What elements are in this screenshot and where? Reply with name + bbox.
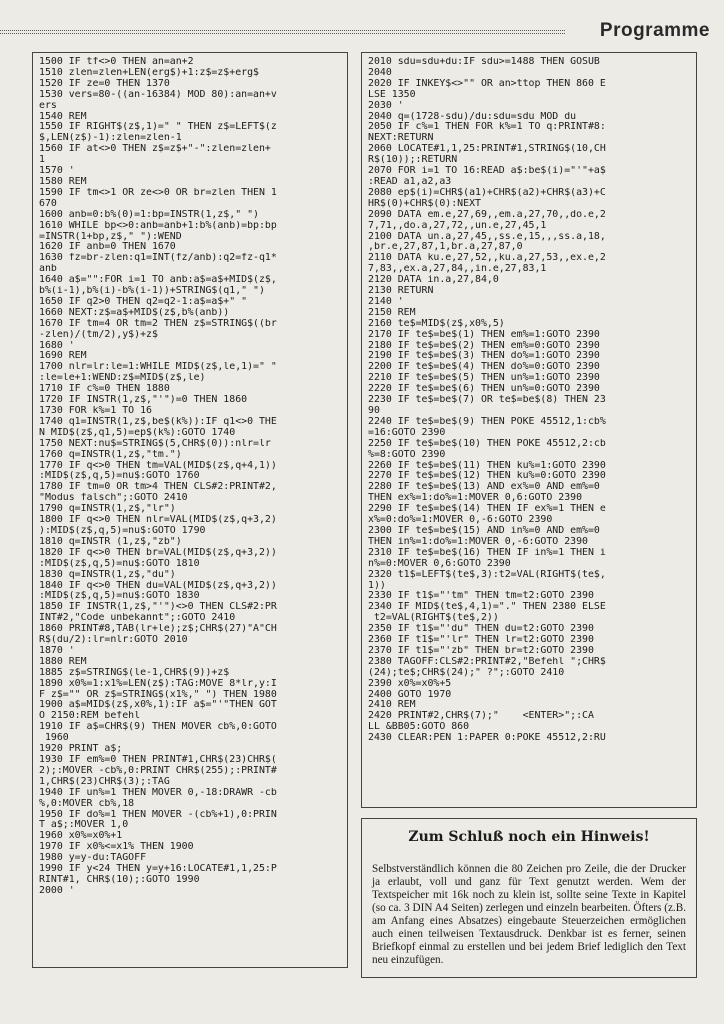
code-line: 1960 x0%=x0%+1 [39, 831, 123, 842]
code-line: %=8:GOTO 2390 [368, 449, 446, 460]
code-line: LSE 1350 [368, 89, 416, 100]
code-line: 2050 IF c%=1 THEN FOR k%=1 TO q:PRINT#8: [368, 122, 606, 133]
code-line: 2330 IF t1$="'tm" THEN tm=t2:GOTO 2390 [368, 591, 594, 602]
code-line: 1770 IF q<>0 THEN tm=VAL(MID$(z$,q+4,1)) [39, 460, 277, 471]
code-line: O 2150:REM befehl [39, 711, 141, 722]
code-line: 1810 q=INSTR (1,z$,"zb") [39, 536, 182, 547]
code-line: 2220 IF te$=be$(6) THEN un%=0:GOTO 2390 [368, 384, 600, 395]
code-line: 1800 IF q<>0 THEN nlr=VAL(MID$(z$,q+3,2) [39, 515, 277, 526]
closing-note-title: Zum Schluß noch ein Hinweis! [408, 829, 650, 845]
code-line: x%=0:do%=1:MOVER 0,-6:GOTO 2390 [368, 515, 553, 526]
code-line: 1720 IF INSTR(1,z$,"'")=0 THEN 1860 [39, 395, 248, 406]
closing-note-box [361, 818, 697, 978]
code-line: :MID$(z$,q,5)=nu$:GOTO 1810 [39, 558, 200, 569]
code-line: 1880 REM [39, 656, 87, 667]
code-line: 670 [39, 198, 57, 209]
code-line: 2090 DATA em.e,27,69,,em.a,27,70,,do.e,2 [368, 209, 606, 220]
code-line: =16:GOTO 2390 [368, 427, 446, 438]
code-line: n%=0:MOVER 0,6:GOTO 2390 [368, 558, 511, 569]
code-line: 1740 q1=INSTR(1,z$,be$(k%)):IF q1<>0 THE [39, 416, 277, 427]
code-line: 2290 IF te$=be$(14) THEN IF ex%=1 THEN e [368, 504, 606, 515]
code-line: :MID$(z$,q,5)=nu$:GOTO 1830 [39, 591, 200, 602]
code-line: 1670 IF tm=4 OR tm=2 THEN z$=STRING$((br [39, 318, 277, 329]
code-line: 1)) [368, 580, 386, 591]
code-line: 1510 zlen=zlen+LEN(erg$)+1:z$=z$+erg$ [39, 67, 259, 78]
code-line: 7,83,,ex.a,27,84,,in.e,27,83,1 [368, 264, 547, 275]
code-line: ):MID$(z$,q,5)=nu$:GOTO 1790 [39, 525, 206, 536]
code-line: 2320 t1$=LEFT$(te$,3):t2=VAL(RIGHT$(te$, [368, 569, 606, 580]
code-line: 2160 te$=MID$(z$,x0%,5) [368, 318, 505, 329]
code-line: 2400 GOTO 1970 [368, 689, 452, 700]
code-line: 2070 FOR i=1 TO 16:READ a$:be$(i)="'"+a$ [368, 166, 606, 177]
code-line: 2270 IF te$=be$(12) THEN ku%=0:GOTO 2390 [368, 471, 606, 482]
code-line: 2040 q=(1728-sdu)/du:sdu=sdu MOD du [368, 111, 577, 122]
code-line: 1780 IF tm=0 OR tm>4 THEN CLS#2:PRINT#2, [39, 482, 277, 493]
code-line: 2340 IF MID$(te$,4,1)="." THEN 2380 ELSE [368, 602, 606, 613]
code-line: 1,CHR$(23)CHR$(3);:TAG [39, 776, 170, 787]
code-line: THEN ex%=1:do%=1:MOVER 0,6:GOTO 2390 [368, 493, 583, 504]
code-line: 1840 IF q<>0 THEN du=VAL(MID$(z$,q+3,2)) [39, 580, 277, 591]
code-line: 1550 IF RIGHT$(z$,1)=" " THEN z$=LEFT$(z [39, 122, 277, 133]
code-line: 1690 REM [39, 351, 87, 362]
closing-note-text: Selbstverständlich können die 80 Zeichen pro Zeile, die der Drucker ja erlaubt, voll und ganz für Text genutzt werden. Wem der Textspeicher mit 16k noch zu klein ist, sollte seine Texte in Kapitel (so ca. 3 DIN A4 Seiten) zerlegen und einzeln bearbeiten. Öfters (z.B. am Anfang eines Absatzes) eingebaute Steuerzeichen ermöglichen auch einen teilweisen Textausdruck. Denkbar ist es ferner, seinen Briefkopf einmal zu erstellen und bei jedem Brief lediglich den Text neu einzufügen. [372, 863, 686, 966]
code-line: 1570 ' [39, 166, 75, 177]
code-line: 2360 IF t1$="'lr" THEN lr=t2:GOTO 2390 [368, 635, 594, 646]
code-line: 1900 a$=MID$(z$,x0%,1):IF a$="'"THEN GOT [39, 700, 277, 711]
code-line: NEXT:RETURN [368, 133, 434, 144]
code-listing-right [361, 52, 697, 808]
code-line: 1820 IF q<>0 THEN br=VAL(MID$(z$,q+3,2)) [39, 547, 277, 558]
code-line: :le=le+1:WEND:z$=MID$(z$,le) [39, 373, 206, 384]
code-line: 2040 [368, 67, 392, 78]
code-line: 2410 REM [368, 700, 416, 711]
code-line: 1950 IF do%=1 THEN MOVER -(cb%+1),0:PRIN [39, 809, 277, 820]
code-line: 1970 IF x0%<=x1% THEN 1900 [39, 842, 194, 853]
code-line: 2430 CLEAR:PEN 1:PAPER 0:POKE 45512,2:RU [368, 733, 606, 744]
code-line: 1860 PRINT#8,TAB(lr+le);z$;CHR$(27)"A"CH [39, 624, 277, 635]
code-line: %,0:MOVER cb%,18 [39, 798, 135, 809]
code-line: 1730 FOR k%=1 TO 16 [39, 406, 152, 416]
code-line: 2350 IF t1$="'du" THEN du=t2:GOTO 2390 [368, 624, 594, 635]
code-line: 1920 PRINT a$; [39, 744, 123, 755]
code-line: 2000 ' [39, 885, 75, 896]
code-line: 1890 x0%=1:x1%=LEN(z$):TAG:MOVE 8*lr,y:I [39, 678, 277, 689]
code-line: 2110 DATA ku.e,27,52,,ku.a,27,53,,ex.e,2 [368, 253, 606, 264]
code-line: 1610 WHILE bp<>0:anb=anb+1:b%(anb)=bp:bp [39, 220, 277, 231]
header-rule [0, 30, 565, 34]
code-line: 1600 anb=0:b%(0)=1:bp=INSTR(1,z$," ") [39, 209, 259, 220]
code-line: 2280 IF te$=be$(13) AND ex%=0 AND em%=0 [368, 482, 600, 493]
code-line: 1850 IF INSTR(1,z$,"'")<>0 THEN CLS#2:PR [39, 602, 277, 613]
code-line: b%(i-1),b%(i)-b%(i-1))+STRING$(q1," ") [39, 286, 265, 297]
code-line: THEN in%=1:do%=1:MOVER 0,-6:GOTO 2390 [368, 536, 588, 547]
code-line: 2310 IF te$=be$(16) THEN IF in%=1 THEN i [368, 547, 606, 558]
code-line: 1790 q=INSTR(1,z$,"lr") [39, 504, 176, 515]
code-line: ,br.e,27,87,1,br.a,27,87,0 [368, 242, 523, 253]
code-line: 2210 IF te$=be$(5) THEN un%=1:GOTO 2390 [368, 373, 600, 384]
code-line: 2060 LOCATE#1,1,25:PRINT#1,STRING$(10,CH [368, 144, 606, 155]
code-line: 2240 IF te$=be$(9) THEN POKE 45512,1:cb% [368, 416, 606, 427]
code-line: 1940 IF un%=1 THEN MOVER 0,-18:DRAWR -cb [39, 787, 277, 798]
code-line: 7,71,,do.a,27,72,,un.e,27,45,1 [368, 220, 547, 231]
code-line: 2140 ' [368, 296, 404, 307]
code-line: 1980 y=y-du:TAGOFF [39, 853, 147, 864]
code-line: 1660 NEXT:z$=a$+MID$(z$,b%(anb)) [39, 307, 230, 318]
code-line: 2230 IF te$=be$(7) OR te$=be$(8) THEN 23 [368, 395, 606, 406]
code-line: 2100 DATA un.a,27,45,,ss.e,15,,,ss.a,18, [368, 231, 606, 242]
code-line: 2200 IF te$=be$(4) THEN do%=0:GOTO 2390 [368, 362, 600, 373]
code-line: 1530 vers=80-((an-16384) MOD 80):an=an+v [39, 89, 277, 100]
code-line: -zlen)/(tm/2),y$)+z$ [39, 329, 158, 340]
code-line: 1580 REM [39, 176, 87, 187]
code-line: 1700 nlr=lr:le=1:WHILE MID$(z$,le,1)=" " [39, 362, 277, 373]
code-line: 2190 IF te$=be$(3) THEN do%=1:GOTO 2390 [368, 351, 600, 362]
code-line: 1885 z$=STRING$(le-1,CHR$(9))+z$ [39, 667, 230, 678]
code-line: 1750 NEXT:nu$=STRING$(5,CHR$(0)):nlr=lr [39, 438, 271, 449]
code-line: 1910 IF a$=CHR$(9) THEN MOVER cb%,0:GOTO [39, 722, 277, 733]
code-line: $,LEN(z$)-1):zlen=zlen-1 [39, 133, 182, 144]
code-line: 2010 sdu=sdu+du:IF sdu>=1488 THEN GOSUB [368, 57, 600, 67]
code-line: 2180 IF te$=be$(2) THEN em%=0:GOTO 2390 [368, 340, 600, 351]
code-line: =INSTR(1+bp,z$," "):WEND [39, 231, 182, 242]
code-line: N MID$(z$,q1,5)=ep$(k%):GOTO 1740 [39, 427, 236, 438]
code-line: 90 [368, 406, 380, 416]
code-line: 2260 IF te$=be$(11) THEN ku%=1:GOTO 2390 [368, 460, 606, 471]
code-line: anb [39, 264, 57, 275]
code-line: 2170 IF te$=be$(1) THEN em%=1:GOTO 2390 [368, 329, 600, 340]
code-listing-left [32, 52, 348, 968]
code-line: 2380 TAGOFF:CLS#2:PRINT#2,"Befehl ";CHR$ [368, 656, 606, 667]
code-line: RINT#1, CHR$(10);:GOTO 1990 [39, 874, 200, 885]
code-line: 2080 ep$(i)=CHR$(a1)+CHR$(a2)+CHR$(a3)+C [368, 187, 606, 198]
code-line: 1 [39, 155, 45, 166]
code-line: 1650 IF q2>0 THEN q2=q2-1:a$=a$+" " [39, 296, 248, 307]
code-line: R$(10));:RETURN [368, 155, 458, 166]
code-line: 2390 x0%=x0%+5 [368, 678, 452, 689]
code-line: t2=VAL(RIGHT$(te$,2)) [368, 613, 499, 624]
code-line: :MID$(z$,q,5)=nu$:GOTO 1760 [39, 471, 200, 482]
code-line: 1830 q=INSTR(1,z$,"du") [39, 569, 176, 580]
code-line: 2);:MOVER -cb%,0:PRINT CHR$(255);:PRINT# [39, 765, 277, 776]
code-line: 1560 IF at<>0 THEN z$=z$+"-":zlen=zlen+ [39, 144, 271, 155]
code-line: 1870 ' [39, 645, 75, 656]
code-line: 1630 fz=br-zlen:q1=INT(fz/anb):q2=fz-q1* [39, 253, 277, 264]
code-line: 2300 IF te$=be$(15) AND in%=0 AND em%=0 [368, 525, 600, 536]
code-line: 2020 IF INKEY$<>"" OR an>ttop THEN 860 E [368, 78, 606, 89]
code-line: ers [39, 100, 57, 111]
code-line: 1760 q=INSTR(1,z$,"tm.") [39, 449, 182, 460]
code-line: 1640 a$="":FOR i=1 TO anb:a$=a$+MID$(z$, [39, 275, 277, 286]
code-line: 1680 ' [39, 340, 75, 351]
code-line: T a$;:MOVER 1,0 [39, 820, 129, 831]
code-line: LL &BB05:GOTO 860 [368, 722, 470, 733]
code-line: R$(du/2):lr=nlr:GOTO 2010 [39, 635, 188, 646]
code-line: INT#2,"Code unbekannt";:GOTO 2410 [39, 613, 236, 624]
code-line: HR$(0)+CHR$(0):NEXT [368, 198, 481, 209]
code-line: 2030 ' [368, 100, 404, 111]
code-line: 2370 IF t1$="'zb" THEN br=t2:GOTO 2390 [368, 645, 594, 656]
code-line: 1960 [39, 733, 69, 744]
code-line: 2120 DATA in.a,27,84,0 [368, 275, 499, 286]
code-line: 1990 IF y<24 THEN y=y+16:LOCATE#1,1,25:P [39, 864, 277, 875]
code-line: :READ a1,a2,a3 [368, 176, 452, 187]
code-line: 1710 IF c%=0 THEN 1880 [39, 384, 170, 395]
section-title: Programme [599, 20, 710, 41]
code-line: F z$="" OR z$=STRING$(x1%," ") THEN 1980 [39, 689, 277, 700]
code-line: 1500 IF tf<>0 THEN an=an+2 [39, 57, 194, 67]
code-line: 1520 IF ze=0 THEN 1370 [39, 78, 170, 89]
code-line: 1590 IF tm<>1 OR ze<>0 OR br=zlen THEN 1 [39, 187, 277, 198]
code-line: 2150 REM [368, 307, 416, 318]
code-line: "Modus falsch";:GOTO 2410 [39, 493, 188, 504]
code-line: 1620 IF anb=0 THEN 1670 [39, 242, 176, 253]
code-line: 1930 IF em%=0 THEN PRINT#1,CHR$(23)CHR$( [39, 755, 277, 765]
code-line: (24);te$;CHR$(24);" ?";:GOTO 2410 [368, 667, 565, 678]
code-line: 1540 REM [39, 111, 87, 122]
code-line: 2420 PRINT#2,CHR$(7);" <ENTER>";:CA [368, 711, 594, 722]
code-line: 2250 IF te$=be$(10) THEN POKE 45512,2:cb [368, 438, 606, 449]
code-line: 2130 RETURN [368, 286, 434, 297]
